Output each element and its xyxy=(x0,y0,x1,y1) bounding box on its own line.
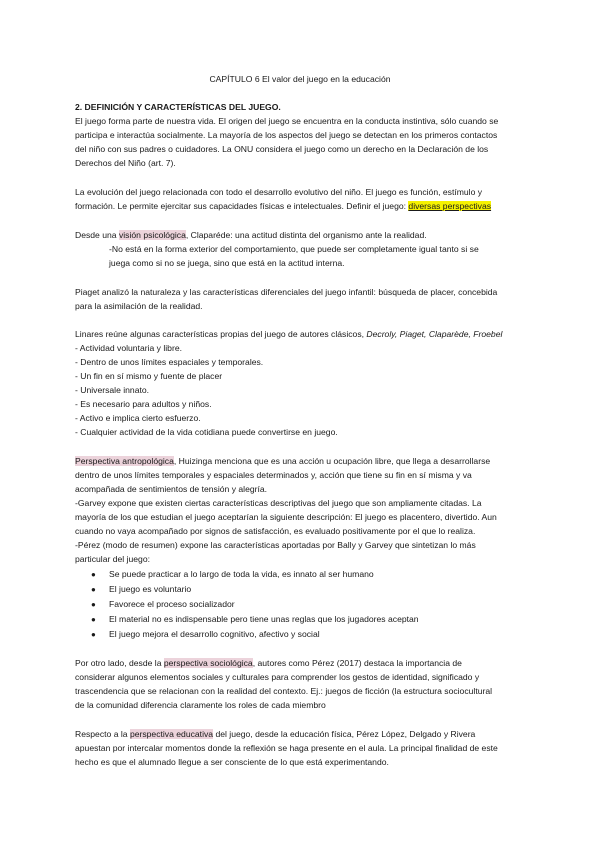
paragraph-line xyxy=(75,657,462,670)
indented-line: -No está en la forma exterior del comportamiento, que puede ser completamente igual tanto si se xyxy=(109,244,479,254)
paragraph-line: de la comunidad diferencia claramente los roles de cada miembro xyxy=(75,700,326,710)
paragraph-line: del niño con sus padres o cuidadores. La ONU considera el juego como un derecho en la Declaración de los xyxy=(75,144,489,154)
highlighted-phrase: Perspectiva antropológica xyxy=(75,456,174,466)
paragraph-line xyxy=(75,200,491,213)
bullet-item: Se puede practicar a lo largo de toda la vida, es innato al ser humano xyxy=(109,569,374,579)
chapter-title: CAPÍTULO 6 El valor del juego en la educación xyxy=(209,74,391,84)
paragraph-line: participa e interactúa socialmente. La mayoría de los aspectos del juego se detectan en los primeros contactos xyxy=(75,130,498,140)
paragraph-text: , Claparéde: una actitud distinta del organismo ante la realidad. xyxy=(185,230,427,240)
list-item: - Es necesario para adultos y niños. xyxy=(75,399,212,409)
paragraph-text: del juego, desde la educación física, Pérez López, Delgado y Rivera xyxy=(213,729,476,739)
highlighted-phrase: perspectiva sociológica xyxy=(163,658,253,668)
paragraph-line: dentro de unos límites temporales y espaciales determinados y, acción que tiene su fin en sí misma y va xyxy=(75,470,472,480)
list-item: - Dentro de unos límites espaciales y temporales. xyxy=(75,357,264,367)
paragraph-line: El juego forma parte de nuestra vida. El origen del juego se encuentra en la conducta instintiva, sólo cuando se xyxy=(75,116,499,126)
paragraph-line xyxy=(75,455,490,468)
list-item: - Un fin en sí mismo y fuente de placer xyxy=(75,371,223,381)
list-item: - Cualquier actividad de la vida cotidiana puede convertirse en juego. xyxy=(75,427,338,437)
bullet-item: El material no es indispensable pero tiene unas reglas que los jugadores aceptan xyxy=(109,614,419,624)
paragraph-line: -Pérez (modo de resumen) expone las características aportadas por Bally y Garvey que sintetizan lo más xyxy=(75,540,476,550)
bullet-icon: ● xyxy=(91,585,96,594)
paragraph-line: trascendencia que se relacionan con la realidad del contexto. Ej.: juegos de ficción (la estructura sociocultural xyxy=(75,686,493,696)
paragraph-text: , Huizinga menciona que es una acción u ocupación libre, que llega a desarrollarse xyxy=(173,456,491,466)
paragraph-line: -Garvey expone que existen ciertas características descriptivas del juego que son ampliamente citadas. La xyxy=(75,498,482,508)
paragraph-line: apuestan por intercalar momentos donde la reflexión se haga presente en el aula. La principal finalidad de este xyxy=(75,743,498,753)
list-item: - Actividad voluntaria y libre. xyxy=(75,343,182,353)
indented-line: juega como si no se juega, sino que está en la actitud interna. xyxy=(109,258,345,268)
paragraph-line: mayoría de los que estudian el juego aceptarían la siguiente descripción: El juego es placentero, divertido. Aun xyxy=(75,512,497,522)
bullet-icon: ● xyxy=(91,615,96,624)
bullet-icon: ● xyxy=(91,600,96,609)
highlighted-phrase: perspectiva educativa xyxy=(129,729,214,739)
paragraph-line: acompañada de sentimientos de tensión y alegría. xyxy=(75,484,268,494)
paragraph-line xyxy=(75,229,427,242)
bullet-item: Favorece el proceso socializador xyxy=(109,599,235,609)
paragraph-text: Por otro lado, desde la xyxy=(75,658,164,668)
bullet-icon: ● xyxy=(91,630,96,639)
paragraph-text: Desde una xyxy=(75,230,119,240)
section-heading: 2. DEFINICIÓN Y CARACTERÍSTICAS DEL JUEGO. xyxy=(75,102,281,112)
paragraph-text: Respecto a la xyxy=(75,729,130,739)
paragraph-line: para la asimilación de la realidad. xyxy=(75,301,203,311)
bullet-icon: ● xyxy=(91,570,96,579)
paragraph-line: hecho es que el alumnado llegue a ser consciente de lo que está experimentando. xyxy=(75,757,389,767)
bullet-item: El juego mejora el desarrollo cognitivo, afectivo y social xyxy=(109,629,320,639)
paragraph-text: Linares reúne algunas características propias del juego de autores clásicos, xyxy=(75,329,367,339)
list-item: - Activo e implica cierto esfuerzo. xyxy=(75,413,201,423)
paragraph-line xyxy=(75,328,502,341)
authors-list: Decroly, Piaget, Claparède, Froebel xyxy=(366,329,503,339)
highlighted-phrase: diversas perspectivas xyxy=(408,201,492,211)
paragraph-line: La evolución del juego relacionada con todo el desarrollo evolutivo del niño. El juego es función, estímulo y xyxy=(75,187,483,197)
paragraph-line xyxy=(75,728,475,741)
bullet-item: El juego es voluntario xyxy=(109,584,192,594)
list-item: - Universale innato. xyxy=(75,385,150,395)
paragraph-text: , autores como Pérez (2017) destaca la importancia de xyxy=(252,658,462,668)
paragraph-text: formación. Le permite ejercitar sus capacidades físicas e intelectuales. Definir el juego: xyxy=(75,201,409,211)
paragraph-line: cuando no vaya acompañado por signos de satisfacción, es evaluado positivamente por el que lo realiza. xyxy=(75,526,476,536)
paragraph-line: considerar algunos elementos sociales y culturales para comprender los gestos de identidad, significado y xyxy=(75,672,480,682)
paragraph-line: Derechos del Niño (art. 7). xyxy=(75,158,176,168)
highlighted-phrase: visión psicológica xyxy=(118,230,186,240)
paragraph-line: particular del juego: xyxy=(75,554,151,564)
paragraph-line: Piaget analizó la naturaleza y las características diferenciales del juego infantil: búsqueda de placer, concebida xyxy=(75,287,498,297)
